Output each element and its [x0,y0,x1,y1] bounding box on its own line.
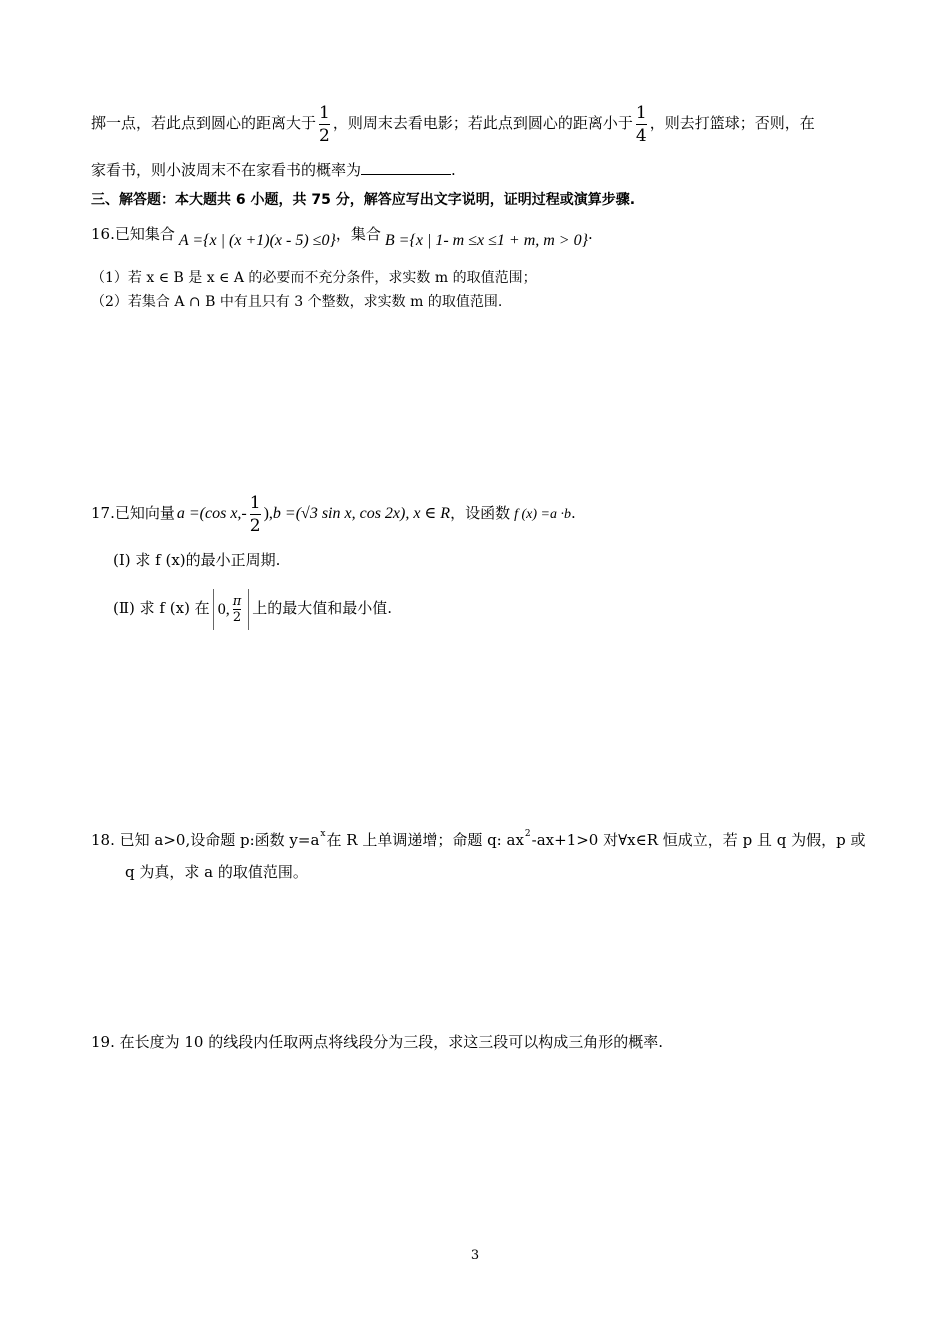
fraction-one-half-q17: $\frac{1}{2}$ [249,492,261,536]
q15-text-a: 掷一点，若此点到圆心的距离大于 [91,114,317,132]
set-b: B ={x | 1- m ≤x ≤1 + m, m > 0} [384,232,588,249]
q16-statement: 16.已知集合 A ={x | (x +1)(x - 5) ≤0}，集合 B ={x | 1- m ≤x ≤1 + m, m > 0}. [91,225,593,249]
q17-part-2: (Ⅱ) 求 f (x) 在 0, $\frac{\pi}{2}$ 上的最大值和最小值. [91,588,883,628]
q15-text-b: ，则周末去看电影；若此点到圆心的距离小于 [332,114,633,132]
function-f: f (x) =a ·b [514,507,571,522]
q15-text-c: ，则去打篮球；否则，在 [649,114,815,132]
q17-part-1: (Ⅰ) 求 f (x)的最小正周期. [113,551,281,569]
q19-statement: 19. 在长度为 10 的线段内任取两点将线段分为三段，求这三段可以构成三角形的概率. [91,1033,664,1051]
q15-line-2: 家看书，则小波周末不在家看书的概率为 . [91,161,456,179]
q17-statement: 17.已知向量 a =(cos x,- $\frac{1}{2}$ ),b =(√3 sin x, cos 2x), x ∈ R，设函数 f (x) =a ·b. [91,492,576,536]
answer-blank[interactable] [361,160,451,175]
q16-part-1: （1）若 x ∈ B 是 x ∈ A 的必要而不充分条件，求实数 m 的取值范围； [91,270,537,286]
vector-b: b =(√3 sin x, cos 2x), x ∈ R [272,505,451,522]
vector-a: a =(cos x,- [176,505,247,522]
fraction-one-quarter: $\frac{1}{4}$ [635,102,647,146]
interval-zero-to-half-pi: 0, $\frac{\pi}{2}$ [213,589,250,630]
set-a: A ={x | (x +1)(x - 5) ≤0} [178,232,336,249]
q16-part-2: （2）若集合 A ∩ B 中有且只有 3 个整数，求实数 m 的取值范围. [91,294,503,310]
q15-line-1 [91,100,861,146]
q18-line-2: q 为真，求 a 的取值范围。 [125,863,308,881]
page-number: 3 [470,1248,480,1263]
q15-text-d: 家看书，则小波周末不在家看书的概率为 [91,161,362,179]
section-heading: 三、解答题：本大题共 6 小题，共 75 分，解答应写出文字说明，证明过程或演算步骤. [91,192,636,208]
q18-line-1: 18. 已知 a>0,设命题 p:函数 $y=a^x$在 R 上单调递增；命题 q: $ax^2-ax+1>0$ 对∀x∈R 恒成立，若 p 且 q 为假，p 或 [91,829,866,849]
fraction-one-half: $\frac{1}{2}$ [319,102,330,146]
